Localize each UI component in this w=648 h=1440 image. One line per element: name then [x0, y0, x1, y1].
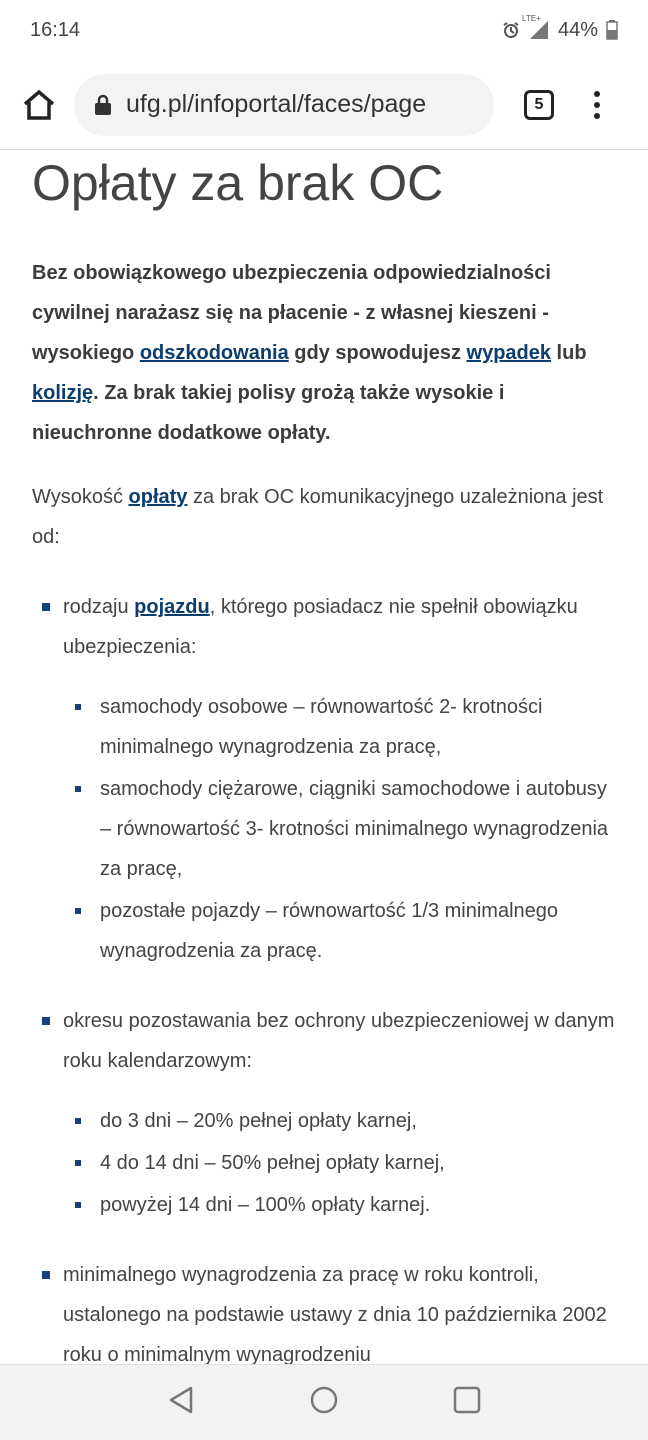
vehicle-sublist [63, 687, 616, 971]
status-bar [0, 0, 648, 60]
recents-icon [453, 1386, 481, 1414]
list-item-text: minimalnego wynagrodzenia za pracę w roku kontroli, ustalonego na podstawie ustawy z dnia 10 października 2002 roku o minimalnym wynagrodzeniu [63, 1264, 607, 1364]
lead-text: lub [551, 342, 587, 364]
link-kolizje[interactable]: kolizję [32, 382, 94, 404]
overflow-menu-button[interactable] [592, 91, 602, 119]
menu-dot-icon [594, 102, 600, 108]
sublist-item: pozostałe pojazdy – równowartość 1/3 minimalnego wynagrodzenia za pracę. [63, 891, 616, 971]
tab-switcher-button[interactable]: 5 [524, 90, 554, 120]
url-text: ufg.pl/infoportal/faces/page [126, 90, 427, 118]
link-pojazdu[interactable]: pojazdu [134, 596, 210, 618]
lock-icon [92, 94, 114, 116]
home-circle-icon [309, 1385, 339, 1415]
home-button[interactable] [18, 84, 60, 126]
sublist-item: samochody ciężarowe, ciągniki samochodowe i autobusy – równowartość 3- krotności minimalnego wynagrodzenia za pracę, [63, 769, 616, 889]
list-item-period [32, 1001, 616, 1225]
battery-percent: 44% [557, 18, 598, 41]
browser-toolbar [0, 60, 648, 150]
intro-paragraph [32, 477, 616, 557]
factors-list [32, 587, 616, 1364]
home-icon [22, 89, 56, 121]
status-icons [502, 14, 618, 42]
sublist-item: 4 do 14 dni – 50% pełnej opłaty karnej, [63, 1143, 616, 1183]
lead-paragraph [32, 253, 616, 453]
menu-dot-icon [594, 113, 600, 119]
list-item-text: rodzaju [63, 596, 135, 618]
signal-icon [521, 14, 550, 40]
page-content [0, 151, 648, 1364]
lead-text: gdy spowodujesz [288, 342, 467, 364]
lead-text: Bez obowiązkowego ubezpieczenia odpowiedzialności cywilnej narażasz się na płacenie - z własnej kieszeni - wysokiego [32, 262, 551, 364]
menu-dot-icon [594, 91, 600, 97]
lead-text: . Za brak takiej polisy grożą także wysokie i nieuchronne dodatkowe opłaty. [32, 382, 505, 444]
recents-button[interactable] [453, 1386, 481, 1419]
back-icon [167, 1385, 195, 1415]
sublist-item: samochody osobowe – równowartość 2- krotności minimalnego wynagrodzenia za pracę, [63, 687, 616, 767]
sublist-item: do 3 dni – 20% pełnej opłaty karnej, [63, 1101, 616, 1141]
period-sublist [63, 1101, 616, 1225]
link-odszkodowania[interactable]: odszkodowania [139, 342, 289, 364]
list-item-text: , którego posiadacz nie spełnił obowiązku ubezpieczenia: [63, 596, 578, 658]
network-type: LTE+ [521, 14, 541, 23]
link-wypadek[interactable]: wypadek [466, 342, 551, 364]
page-title: Opłaty za brak OC [32, 155, 444, 211]
home-nav-button[interactable] [309, 1385, 339, 1420]
battery-icon [606, 20, 618, 40]
list-item-vehicle-type [32, 587, 616, 971]
system-navigation-bar [0, 1364, 648, 1440]
address-bar[interactable] [74, 74, 494, 136]
intro-text: za brak OC komunikacyjnego uzależniona jest od: [32, 486, 604, 548]
alarm-icon [502, 21, 520, 39]
link-oplaty[interactable]: opłaty [128, 486, 188, 508]
back-button[interactable] [167, 1385, 195, 1420]
intro-text: Wysokość [32, 486, 129, 508]
sublist-item: powyżej 14 dni – 100% opłaty karnej. [63, 1185, 616, 1225]
status-time: 16:14 [30, 18, 81, 41]
list-item-minimum-wage [32, 1255, 616, 1364]
list-item-text: okresu pozostawania bez ochrony ubezpieczeniowej w danym roku kalendarzowym: [63, 1010, 615, 1072]
